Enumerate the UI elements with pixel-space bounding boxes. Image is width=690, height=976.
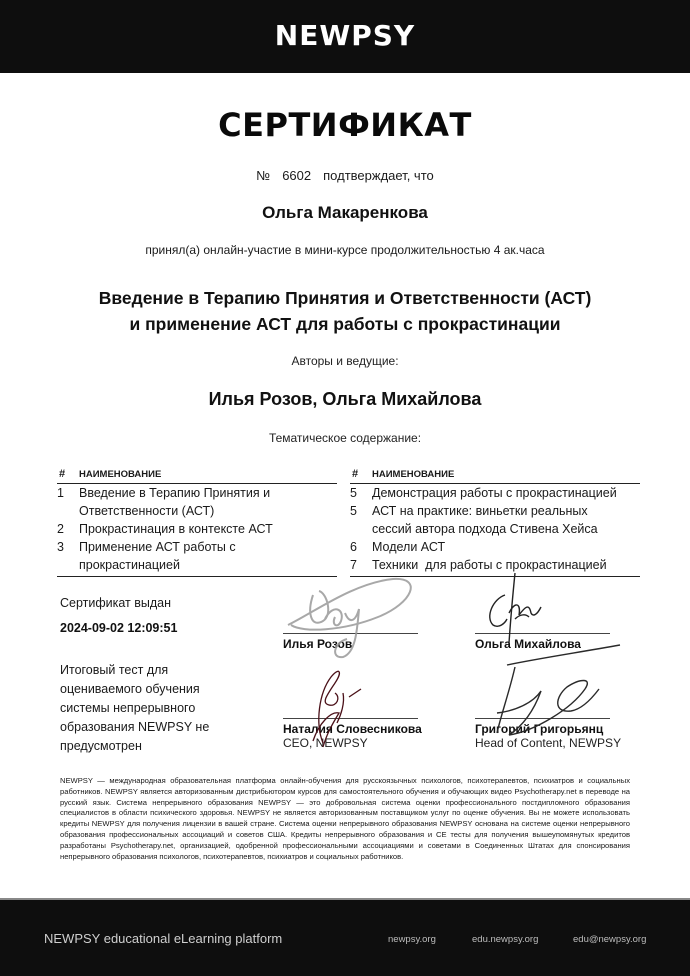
topic-number: 5	[350, 504, 357, 518]
signature-block-slovesnikova	[283, 718, 422, 750]
course-title-line-1: Введение в Терапию Принятия и Ответственности (АСТ)	[98, 288, 592, 308]
topic-row	[350, 556, 640, 574]
topic-number: 6	[350, 540, 357, 554]
signature-block-mikhailova	[475, 633, 610, 651]
course-title-line-2: и применение АСТ для работы с прокрастинации	[129, 314, 561, 334]
topics-label: Тематическое содержание:	[268, 431, 422, 445]
certificate-number: 6602	[282, 168, 312, 183]
column-hash: #	[352, 468, 359, 480]
recipient-name: Ольга Макаренкова	[262, 203, 428, 222]
topic-number: 5	[350, 486, 357, 500]
topics-table-left	[57, 463, 337, 577]
footer-brand: NEWPSY educational eLearning platform	[44, 931, 283, 946]
topic-text: Модели АСТ	[372, 540, 446, 554]
test-note: Итоговый тест для оцениваемого обучения системы непрерывного образования NEWPSY не предусмотрен	[60, 663, 210, 753]
topics-table-header	[57, 463, 337, 484]
topic-text: Применение АСТ работы с прокрастинацией	[79, 540, 236, 572]
topic-text: АСТ на практике: виньетки реальных сессий автора подхода Стивена Хейса	[372, 504, 598, 536]
signatory-name: Ольга Михайлова	[475, 637, 581, 651]
handwritten-signature-icon	[475, 573, 610, 643]
footer-link-edu-site[interactable]: edu.newpsy.org	[472, 934, 539, 945]
course-title	[0, 285, 690, 337]
topics-table-header	[350, 463, 640, 484]
topic-text: Прокрастинация в контексте АСТ	[79, 522, 273, 536]
authors-names: Илья Розов, Ольга Михайлова	[208, 389, 482, 409]
topic-number: 7	[350, 558, 357, 572]
issued-date: 2024-09-02 12:09:51	[60, 621, 178, 635]
handwritten-signature-icon	[283, 573, 418, 643]
footer-bar	[0, 898, 690, 976]
footer-link-email[interactable]: edu@newpsy.org	[573, 934, 647, 945]
topic-number: 1	[57, 486, 64, 500]
handwritten-signature-icon	[475, 653, 610, 733]
header-bar	[0, 0, 690, 73]
column-name: НАИМЕНОВАНИЕ	[372, 469, 455, 480]
topic-number: 2	[57, 522, 64, 536]
certificate-number-line	[0, 168, 690, 183]
signatory-role: CEO, NEWPSY	[283, 736, 368, 750]
number-symbol: №	[256, 168, 271, 183]
signatory-name: Наталия Словесникова	[283, 722, 422, 736]
footer-link-website[interactable]: newpsy.org	[388, 934, 436, 945]
topic-number: 3	[57, 540, 64, 554]
participation-text: принял(а) онлайн-участие в мини-курсе продолжительностью 4 ак.часа	[145, 243, 545, 257]
confirms-text: подтверждает, что	[323, 168, 434, 183]
topic-text: Техники для работы с прокрастинацией	[372, 558, 607, 572]
issued-label: Сертификат выдан	[60, 596, 172, 610]
topic-row	[57, 484, 337, 520]
topic-row	[57, 520, 337, 538]
topics-table-right	[350, 463, 640, 577]
signatory-name: Григорий Григорьянц	[475, 722, 604, 736]
authors-label: Авторы и ведущие:	[291, 354, 399, 368]
signature-block-grigoryants	[475, 718, 622, 750]
topic-row	[350, 502, 640, 538]
signatory-name: Илья Розов	[283, 637, 353, 651]
column-hash: #	[59, 468, 66, 480]
topic-row	[57, 538, 337, 574]
topic-row	[350, 538, 640, 556]
column-name: НАИМЕНОВАНИЕ	[79, 469, 162, 480]
newpsy-logo: NEWPSY	[274, 19, 416, 52]
handwritten-signature-icon	[283, 653, 418, 733]
disclaimer-text: NEWPSY — международная образовательная платформа онлайн-обучения для русскоязычных психологов, психотерапевтов, психиатров и социальных работников. NEWPSY является авторизованным дистрибьютором курсов для самостоятельного обучения и обучающих видео Psychotherapy.net в переводе на русский язык. Система непрерывного образования NEWPSY — это добровольная система оценки профессионального постдипломного образования специалистов в области психического здоровья. NEWPSY не является авторизованным поставщиком услуг по оценке обучения. Вы не можете использовать кредиты NEWPSY для получения лицензии в вашей стране. Система оценки непрерывного образования NEWPSY основана на системе оценки непрерывного образования профессиональных ассоциаций и советов США. Кредиты непрерывного образования и CE тесты для получения вышеупомянутых кредитов разработаны Psychotherapy.net, организацией, одобренной профессиональными ассоциациями и советами в Соединенных Штатах для спонсирования непрерывного образования психологов, психотерапевтов, психиатров и социальных работников.	[60, 776, 630, 861]
topic-text: Демонстрация работы с прокрастинацией	[372, 486, 617, 500]
signature-block-rozov	[283, 633, 418, 651]
certificate-title: СЕРТИФИКАТ	[218, 106, 472, 144]
topic-row	[350, 484, 640, 502]
signatory-role: Head of Content, NEWPSY	[475, 736, 622, 750]
topic-text: Введение в Терапию Принятия и Ответственности (АСТ)	[79, 486, 271, 518]
